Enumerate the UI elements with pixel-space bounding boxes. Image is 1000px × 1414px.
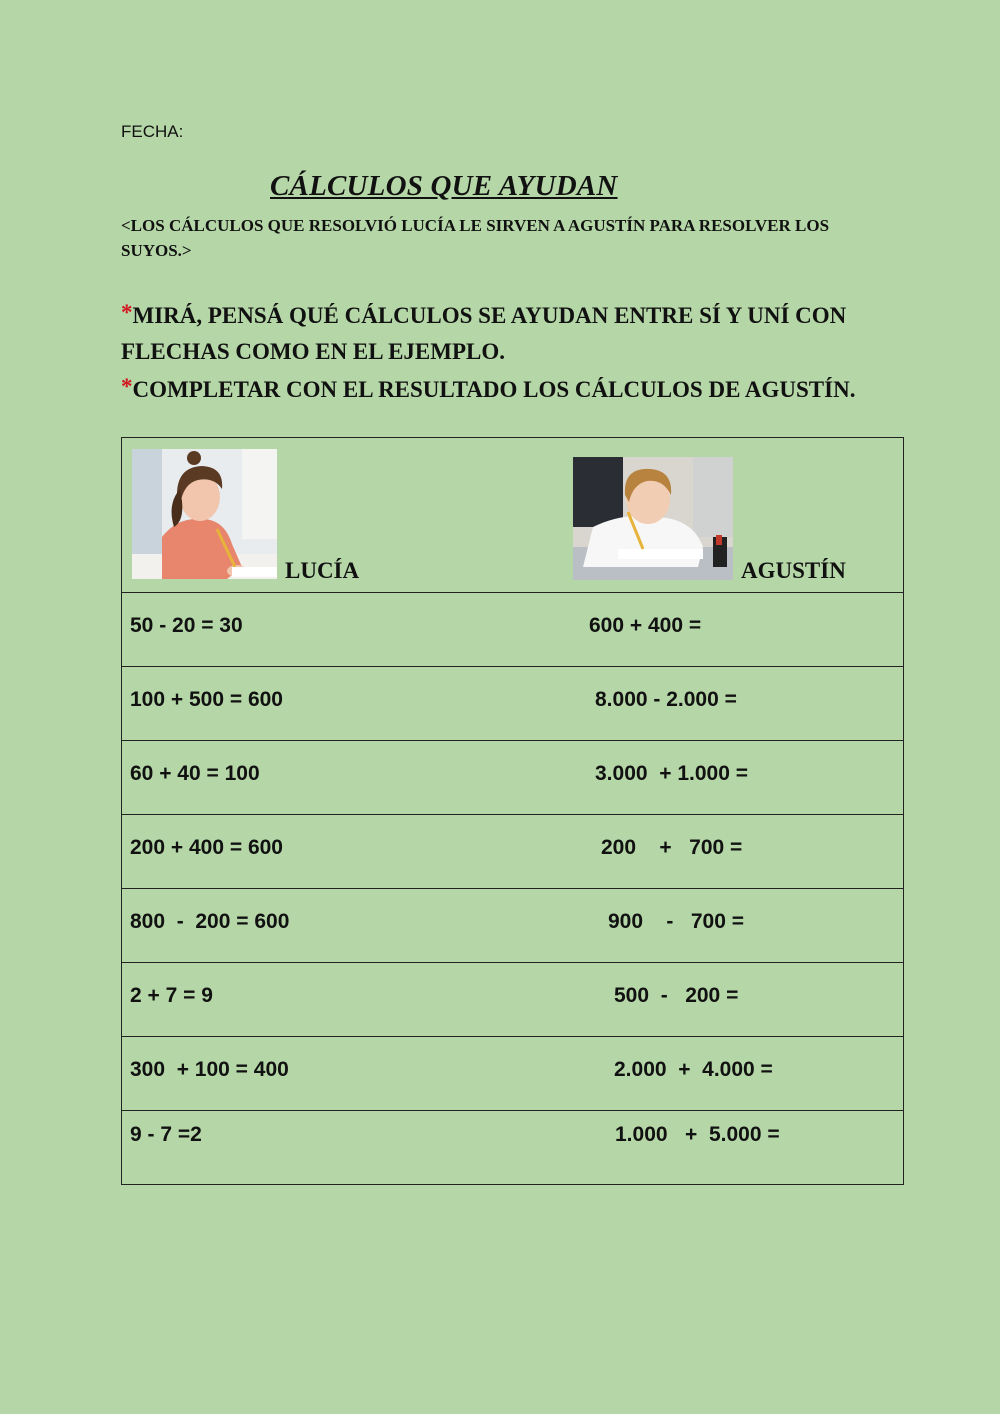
asterisk-icon: * — [121, 374, 133, 399]
agustin-calc[interactable]: 3.000 + 1.000 = — [595, 762, 748, 785]
instruction-2 — [121, 372, 901, 408]
agustin-calc[interactable]: 500 - 200 = — [614, 984, 739, 1007]
table-row — [122, 1111, 904, 1185]
agustin-calc[interactable]: 2.000 + 4.000 = — [614, 1058, 773, 1081]
subtitle: <LOS CÁLCULOS QUE RESOLVIÓ LUCÍA LE SIRVEN A AGUSTÍN PARA RESOLVER LOS SUYOS.> — [121, 216, 830, 260]
lucia-calc: 60 + 40 = 100 — [130, 762, 260, 785]
table-row — [122, 1037, 904, 1111]
lucia-photo — [132, 449, 277, 579]
lucia-label: LUCÍA — [285, 558, 360, 583]
page-title: CÁLCULOS QUE AYUDAN — [270, 170, 618, 202]
agustin-photo — [573, 457, 733, 580]
table-row — [122, 815, 904, 889]
agustin-calc[interactable]: 200 + 700 = — [601, 836, 743, 859]
calculations-table — [121, 437, 904, 1185]
lucia-calc: 100 + 500 = 600 — [130, 688, 283, 711]
agustin-calc[interactable]: 8.000 - 2.000 = — [595, 688, 737, 711]
lucia-calc: 9 - 7 =2 — [130, 1123, 202, 1146]
agustin-calc[interactable]: 1.000 + 5.000 = — [615, 1123, 780, 1146]
instruction-text: COMPLETAR CON EL RESULTADO LOS CÁLCULOS DE AGUSTÍN. — [132, 377, 856, 402]
instruction-text: MIRÁ, PENSÁ QUÉ CÁLCULOS SE AYUDAN ENTRE SÍ Y UNÍ CON FLECHAS COMO EN EL EJEMPLO. — [121, 303, 847, 364]
table-row — [122, 667, 904, 741]
instruction-1 — [121, 298, 901, 370]
lucia-calc: 800 - 200 = 600 — [130, 910, 290, 933]
table-row — [122, 963, 904, 1037]
lucia-calc: 50 - 20 = 30 — [130, 614, 243, 637]
table-header-row — [122, 438, 904, 593]
lucia-calc: 2 + 7 = 9 — [130, 984, 213, 1007]
agustin-label: AGUSTÍN — [741, 558, 846, 583]
table-row — [122, 593, 904, 667]
table-row — [122, 741, 904, 815]
lucia-calc: 200 + 400 = 600 — [130, 836, 283, 859]
agustin-calc[interactable]: 600 + 400 = — [589, 614, 702, 637]
asterisk-icon: * — [121, 300, 133, 325]
fecha-label: FECHA: — [121, 122, 184, 141]
lucia-calc: 300 + 100 = 400 — [130, 1058, 289, 1081]
table-row — [122, 889, 904, 963]
agustin-calc[interactable]: 900 - 700 = — [608, 910, 745, 933]
